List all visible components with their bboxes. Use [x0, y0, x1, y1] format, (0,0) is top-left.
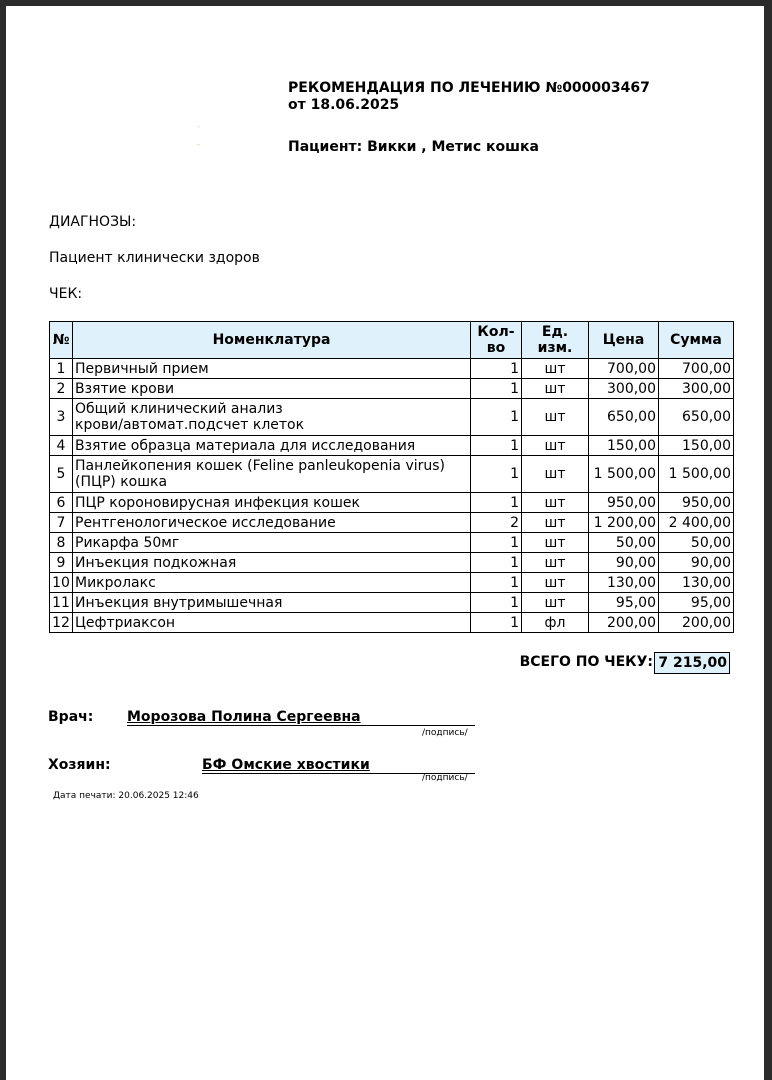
- col-unit-header-line2: изм.: [537, 340, 573, 356]
- col-sum-header: Сумма: [659, 322, 734, 359]
- row-unit: шт: [522, 359, 589, 379]
- row-num: 11: [50, 593, 73, 613]
- row-qty: 1: [471, 379, 522, 399]
- row-price: 1 200,00: [589, 513, 659, 533]
- row-unit: шт: [522, 513, 589, 533]
- total-label: ВСЕГО ПО ЧЕКУ:: [519, 654, 653, 670]
- row-unit: шт: [522, 399, 589, 436]
- row-sum: 50,00: [659, 533, 734, 553]
- row-unit: шт: [522, 573, 589, 593]
- col-unit-header-line1: Ед.: [541, 324, 569, 340]
- row-unit: шт: [522, 379, 589, 399]
- row-name-line1: Панлейкопения кошек (Feline panleukopenia virus): [75, 458, 446, 474]
- receipt-label: ЧЕК:: [49, 286, 83, 302]
- table-row: [50, 379, 734, 399]
- row-unit: шт: [522, 553, 589, 573]
- row-price: 650,00: [589, 399, 659, 436]
- document-page: [6, 6, 764, 1080]
- row-sum: 90,00: [659, 553, 734, 573]
- row-name: Цефтриаксон: [73, 613, 471, 633]
- row-price: 130,00: [589, 573, 659, 593]
- print-date: Дата печати: 20.06.2025 12:46: [53, 791, 199, 801]
- row-sum: 130,00: [659, 573, 734, 593]
- row-unit: шт: [522, 593, 589, 613]
- row-unit: шт: [522, 436, 589, 456]
- row-sum: 2 400,00: [659, 513, 734, 533]
- row-sum: 700,00: [659, 359, 734, 379]
- table-header-row: [50, 322, 734, 359]
- table-row: [50, 359, 734, 379]
- col-qty-header-line2: во: [486, 340, 506, 356]
- row-sum: 95,00: [659, 593, 734, 613]
- row-name: [73, 399, 471, 436]
- row-name-line2: крови/автомат.подсчет клеток: [75, 417, 305, 433]
- row-qty: 1: [471, 593, 522, 613]
- table-row: [50, 613, 734, 633]
- owner-label: Хозяин:: [48, 757, 111, 773]
- table-row: [50, 513, 734, 533]
- table-row: [50, 493, 734, 513]
- col-qty-header: [471, 322, 522, 359]
- table-row: [50, 456, 734, 493]
- stamp-smudge: ´ –: [196, 126, 201, 150]
- receipt-table: [49, 321, 734, 633]
- row-num: 12: [50, 613, 73, 633]
- table-row: [50, 593, 734, 613]
- row-sum: 300,00: [659, 379, 734, 399]
- row-price: 950,00: [589, 493, 659, 513]
- row-name: Первичный прием: [73, 359, 471, 379]
- row-num: 6: [50, 493, 73, 513]
- row-price: 700,00: [589, 359, 659, 379]
- row-name: Рикарфа 50мг: [73, 533, 471, 553]
- row-price: 90,00: [589, 553, 659, 573]
- col-price-header: Цена: [589, 322, 659, 359]
- row-sum: 200,00: [659, 613, 734, 633]
- row-num: 2: [50, 379, 73, 399]
- row-qty: 1: [471, 399, 522, 436]
- row-unit: шт: [522, 456, 589, 493]
- row-qty: 1: [471, 573, 522, 593]
- row-price: 95,00: [589, 593, 659, 613]
- doctor-name: Морозова Полина Сергеевна: [127, 709, 361, 725]
- diagnoses-text: Пациент клинически здоров: [49, 250, 260, 266]
- table-row: [50, 399, 734, 436]
- row-sum: 150,00: [659, 436, 734, 456]
- row-num: 8: [50, 533, 73, 553]
- owner-signature-caption: /подпись/: [422, 773, 468, 783]
- row-name: ПЦР короновирусная инфекция кошек: [73, 493, 471, 513]
- row-unit: шт: [522, 533, 589, 553]
- row-price: 200,00: [589, 613, 659, 633]
- doctor-signature-caption: /подпись/: [422, 728, 468, 738]
- row-qty: 1: [471, 553, 522, 573]
- col-num-header: №: [50, 322, 73, 359]
- total-value: 7 215,00: [654, 652, 730, 674]
- row-unit: шт: [522, 493, 589, 513]
- row-num: 10: [50, 573, 73, 593]
- row-name: Инъекция подкожная: [73, 553, 471, 573]
- row-qty: 1: [471, 456, 522, 493]
- row-name: Микролакс: [73, 573, 471, 593]
- table-row: [50, 533, 734, 553]
- row-qty: 1: [471, 359, 522, 379]
- row-qty: 1: [471, 533, 522, 553]
- row-sum: 650,00: [659, 399, 734, 436]
- owner-name: БФ Омские хвостики: [202, 757, 370, 773]
- row-name: Взятие крови: [73, 379, 471, 399]
- document-header: [288, 80, 650, 114]
- patient-info: Пациент: Викки , Метис кошка: [288, 139, 539, 155]
- row-sum: 1 500,00: [659, 456, 734, 493]
- row-name-line2: (ПЦР) кошка: [75, 474, 168, 490]
- table-row: [50, 436, 734, 456]
- row-price: 150,00: [589, 436, 659, 456]
- row-price: 1 500,00: [589, 456, 659, 493]
- row-qty: 1: [471, 436, 522, 456]
- row-num: 1: [50, 359, 73, 379]
- row-qty: 1: [471, 613, 522, 633]
- document-title: РЕКОМЕНДАЦИЯ ПО ЛЕЧЕНИЮ №000003467: [288, 80, 650, 96]
- col-unit-header: [522, 322, 589, 359]
- row-name: Взятие образца материала для исследования: [73, 436, 471, 456]
- table-row: [50, 553, 734, 573]
- document-date: от 18.06.2025: [288, 97, 400, 113]
- table-row: [50, 573, 734, 593]
- row-num: 3: [50, 399, 73, 436]
- diagnoses-label: ДИАГНОЗЫ:: [49, 214, 137, 230]
- row-sum: 950,00: [659, 493, 734, 513]
- col-name-header: Номенклатура: [73, 322, 471, 359]
- row-unit: фл: [522, 613, 589, 633]
- row-name: [73, 456, 471, 493]
- row-num: 9: [50, 553, 73, 573]
- row-name: Рентгенологическое исследование: [73, 513, 471, 533]
- row-price: 300,00: [589, 379, 659, 399]
- row-name: Инъекция внутримышечная: [73, 593, 471, 613]
- row-num: 7: [50, 513, 73, 533]
- row-price: 50,00: [589, 533, 659, 553]
- row-num: 5: [50, 456, 73, 493]
- doctor-signature-line: [127, 725, 475, 726]
- row-qty: 1: [471, 493, 522, 513]
- row-qty: 2: [471, 513, 522, 533]
- row-name-line1: Общий клинический анализ: [75, 401, 283, 417]
- row-num: 4: [50, 436, 73, 456]
- doctor-label: Врач:: [48, 709, 94, 725]
- col-qty-header-line1: Кол-: [477, 324, 515, 340]
